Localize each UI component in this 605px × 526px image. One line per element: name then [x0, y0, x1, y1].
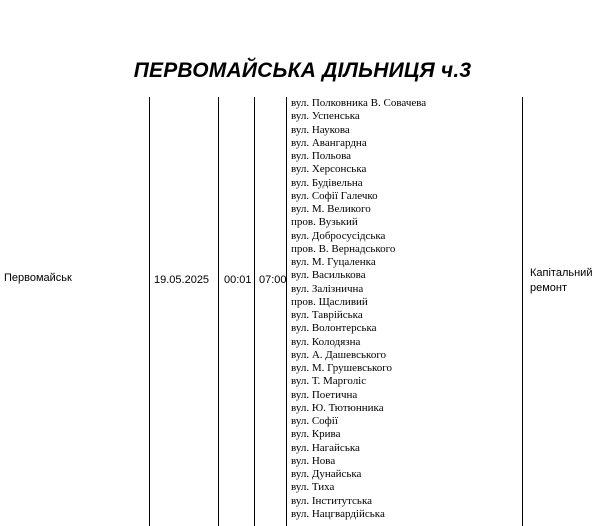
street-item: вул. Васильковa [291, 269, 366, 282]
street-item: вул. Залізнична [291, 282, 364, 295]
street-item: вул. М. Грушевського [291, 362, 393, 374]
street-item: вул. Херсонська [291, 163, 367, 176]
street-item: вул. Польова [291, 150, 352, 162]
street-item: вул. Нацгвардійська [291, 507, 385, 520]
street-item: вул. Наукова [291, 123, 350, 136]
street-item: вул. Нагайська [291, 441, 360, 454]
street-item: вул. М. Великого [291, 203, 371, 215]
street-item: вул. Тиха [291, 481, 335, 494]
street-item: вул. Інститутська [291, 494, 373, 507]
street-item: вул. Софії [291, 415, 338, 427]
table-border-2 [218, 97, 219, 526]
street-item: вул. Будівельна [291, 176, 363, 189]
street-item: пров. В. Вернадського [291, 242, 396, 255]
locality-cell: Первомайськ [4, 272, 72, 284]
time-from-cell: 00:01 [224, 274, 252, 286]
table-border-4 [286, 97, 287, 526]
table-border-1 [149, 97, 150, 526]
time-to-cell: 07:00 [259, 274, 287, 286]
table-border-3 [254, 97, 255, 526]
street-item: вул. Т. Марголіс [291, 375, 367, 388]
work-type-cell: Капітальний ремонт [530, 267, 593, 294]
street-item: вул. Таврійська [291, 309, 363, 321]
street-item: вул. Поетична [291, 388, 358, 401]
streets-list [291, 97, 519, 521]
street-item: вул. Нова [291, 454, 336, 467]
date-cell: 19.05.2025 [154, 274, 210, 286]
street-item: пров. Вузький [291, 216, 358, 229]
street-item: вул. Волонтерська [291, 322, 377, 335]
street-item: вул. Авангардна [291, 136, 367, 149]
table-border-5 [522, 97, 523, 526]
street-item: вул. А. Дашевського [291, 348, 387, 361]
street-item: вул. Успенська [291, 110, 360, 123]
street-item: вул. Дунайська [291, 468, 362, 480]
street-item: вул. Добросусідська [291, 229, 386, 242]
street-item: вул. Софії Галечко [291, 189, 378, 202]
street-item: вул. Полковника В. Совачева [291, 97, 427, 109]
street-item: вул. Колодязна [291, 335, 361, 348]
street-item: пров. Щасливий [291, 295, 368, 308]
page-title: ПЕРВОМАЙСЬКА ДІЛЬНИЦЯ ч.3 [133, 59, 472, 82]
street-item: вул. М. Гуцаленка [291, 256, 376, 268]
street-item: вул. Крива [291, 428, 341, 441]
street-item: вул. Ю. Тютюнника [291, 401, 384, 414]
